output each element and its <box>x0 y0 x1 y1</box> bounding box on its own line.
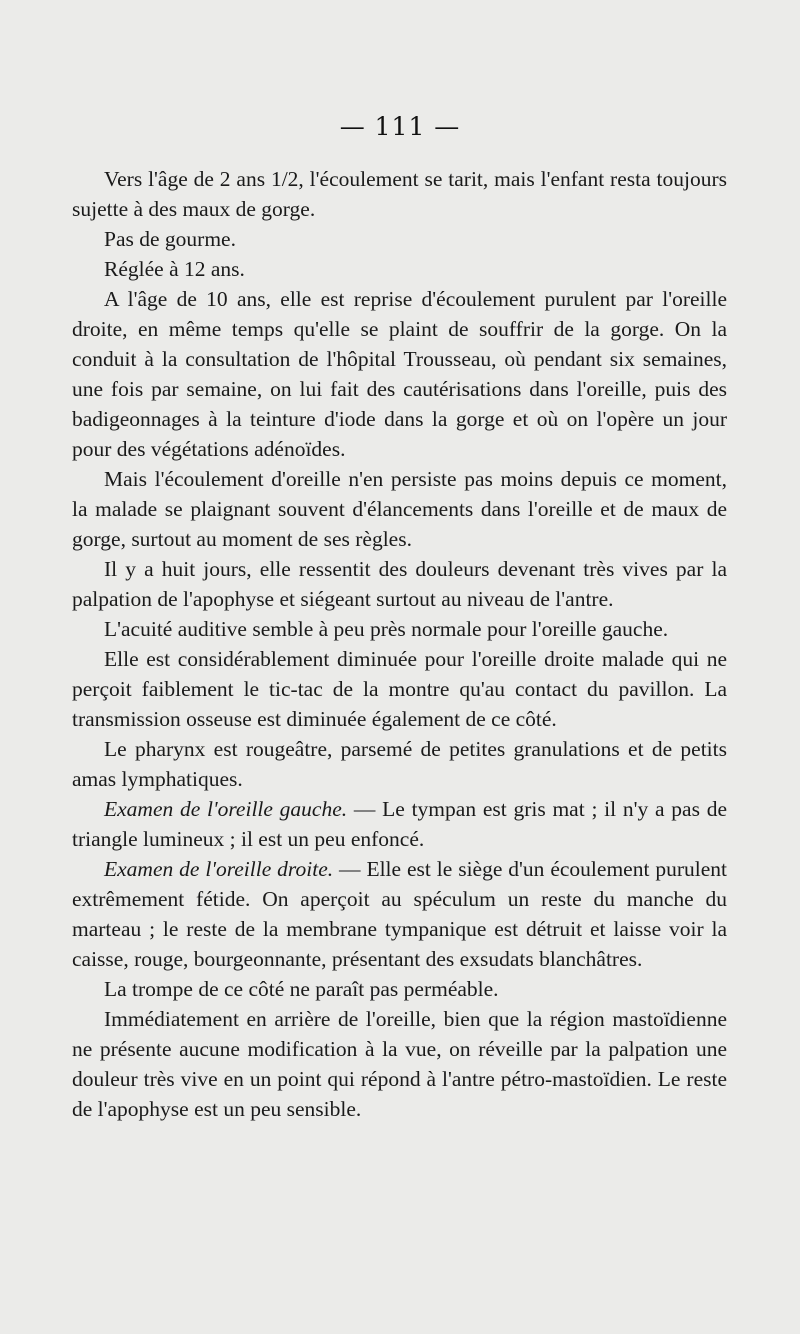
body-text <box>72 164 727 1124</box>
paragraph-text: Elle est considérablement diminuée pour l'oreille droite malade qui ne perçoit faiblement le tic-tac de la montre qu'au contact du pavillon. La transmission osseuse est diminuée également de ce côté. <box>72 647 727 731</box>
paragraph-text: La trompe de ce côté ne paraît pas perméable. <box>104 977 499 1001</box>
paragraph-text: Le pharynx est rougeâtre, parsemé de petites granulations et de petits amas lymphatiques. <box>72 737 727 791</box>
paragraph <box>72 464 727 554</box>
paragraph <box>72 644 727 734</box>
paragraph-text: — Le tympan est gris mat ; il n'y a pas de triangle lumineux ; il est un peu enfoncé. <box>72 797 727 851</box>
paragraph-text: Pas de gourme. <box>104 227 236 251</box>
paragraph <box>72 554 727 614</box>
paragraph <box>72 164 727 224</box>
paragraph <box>72 284 727 464</box>
paragraph-text: Immédiatement en arrière de l'oreille, bien que la région mastoïdienne ne présente aucune modification à la vue, on réveille par la palpation une douleur très vive en un point qui répond à l'antre pétro-mastoïdien. Le reste de l'apophyse est un peu sensible. <box>72 1007 727 1121</box>
page-number: — 111 — <box>339 112 461 141</box>
paragraph <box>72 974 727 1004</box>
paragraph-text: A l'âge de 10 ans, elle est reprise d'écoulement purulent par l'oreille droite, en même temps qu'elle se plaint de souffrir de la gorge. On la conduit à la consultation de l'hôpital Trousseau, où pendant six semaines, une fois par semaine, on lui fait des cautérisations dans l'oreille, puis des badigeonnages à la teinture d'iode dans la gorge et où on l'opère un jour pour des végétations adénoïdes. <box>72 287 727 461</box>
paragraph-text: Mais l'écoulement d'oreille n'en persiste pas moins depuis ce moment, la malade se plaignant souvent d'élancements dans l'oreille et de maux de gorge, surtout au moment de ses règles. <box>72 467 727 551</box>
paragraph-text: — Elle est le siège d'un écoulement purulent extrêmement fétide. On aperçoit au spéculum un reste du manche du marteau ; le reste de la membrane tympanique est détruit et laisse voir la caisse, rouge, bourgeonnante, présentant des exsudats blanchâtres. <box>72 857 728 971</box>
paragraph <box>72 734 727 794</box>
paragraph-text: Vers l'âge de 2 ans 1/2, l'écoulement se tarit, mais l'enfant resta toujours sujette à des maux de gorge. <box>72 167 727 221</box>
section-label: Examen de l'oreille gauche. <box>104 797 348 821</box>
paragraph-examen-gauche <box>72 794 727 854</box>
paragraph <box>72 614 727 644</box>
paragraph <box>72 1004 727 1124</box>
paragraph <box>72 224 727 254</box>
section-label: Examen de l'oreille droite. <box>104 857 334 881</box>
paragraph <box>72 254 727 284</box>
paragraph-examen-droite <box>72 854 727 974</box>
paragraph-text: Réglée à 12 ans. <box>104 257 245 281</box>
paragraph-text: L'acuité auditive semble à peu près normale pour l'oreille gauche. <box>104 617 669 641</box>
paragraph-text: Il y a huit jours, elle ressentit des douleurs devenant très vives par la palpation de l'apophyse et siégeant surtout au niveau de l'antre. <box>72 557 727 611</box>
